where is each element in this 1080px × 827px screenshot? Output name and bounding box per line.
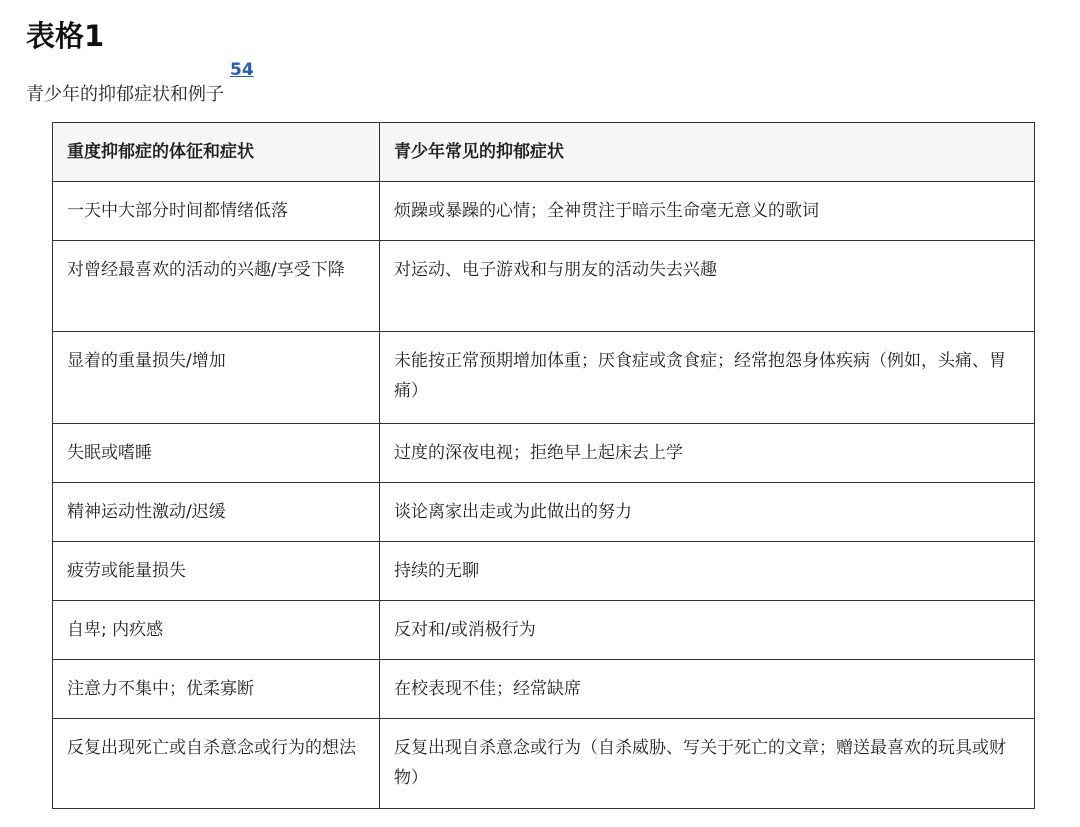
table-cell: 注意力不集中；优柔寡断 (53, 660, 380, 719)
table-row (53, 241, 1035, 332)
table-cell: 一天中大部分时间都情绪低落 (53, 182, 380, 241)
column-header-major-depression-signs: 重度抑郁症的体征和症状 (53, 123, 380, 182)
table-cell: 疲劳或能量损失 (53, 542, 380, 601)
page-title: 表格1 (26, 19, 105, 53)
table-cell: 反对和/或消极行为 (380, 601, 1035, 660)
footnote-reference-link[interactable]: 54 (230, 60, 254, 80)
table-row (53, 660, 1035, 719)
table-cell: 未能按正常预期增加体重；厌食症或贪食症；经常抱怨身体疾病（例如，头痛、胃痛） (380, 332, 1035, 424)
table-row (53, 332, 1035, 424)
table-row (53, 182, 1035, 241)
table-cell: 自卑; 内疚感 (53, 601, 380, 660)
table-cell: 持续的无聊 (380, 542, 1035, 601)
table-cell: 对曾经最喜欢的活动的兴趣/享受下降 (53, 241, 380, 332)
column-header-adolescent-symptoms: 青少年常见的抑郁症状 (380, 123, 1035, 182)
caption-text: 青少年的抑郁症状和例子 (26, 84, 224, 105)
symptom-table (52, 122, 1035, 809)
table-cell: 谈论离家出走或为此做出的努力 (380, 483, 1035, 542)
table-caption (26, 60, 626, 106)
table-row (53, 601, 1035, 660)
table-row (53, 424, 1035, 483)
table-cell: 反复出现自杀意念或行为（自杀威胁、写关于死亡的文章；赠送最喜欢的玩具或财物） (380, 719, 1035, 809)
table-cell: 失眠或嗜睡 (53, 424, 380, 483)
table-row (53, 719, 1035, 809)
table-header-row (53, 123, 1035, 182)
table-cell: 显着的重量损失/增加 (53, 332, 380, 424)
table-cell: 在校表现不佳；经常缺席 (380, 660, 1035, 719)
table-row (53, 542, 1035, 601)
table-cell: 反复出现死亡或自杀意念或行为的想法 (53, 719, 380, 809)
table-cell: 精神运动性激动/迟缓 (53, 483, 380, 542)
table-row (53, 483, 1035, 542)
table-cell: 对运动、电子游戏和与朋友的活动失去兴趣 (380, 241, 1035, 332)
table-cell: 过度的深夜电视；拒绝早上起床去上学 (380, 424, 1035, 483)
table-cell: 烦躁或暴躁的心情；全神贯注于暗示生命毫无意义的歌词 (380, 182, 1035, 241)
